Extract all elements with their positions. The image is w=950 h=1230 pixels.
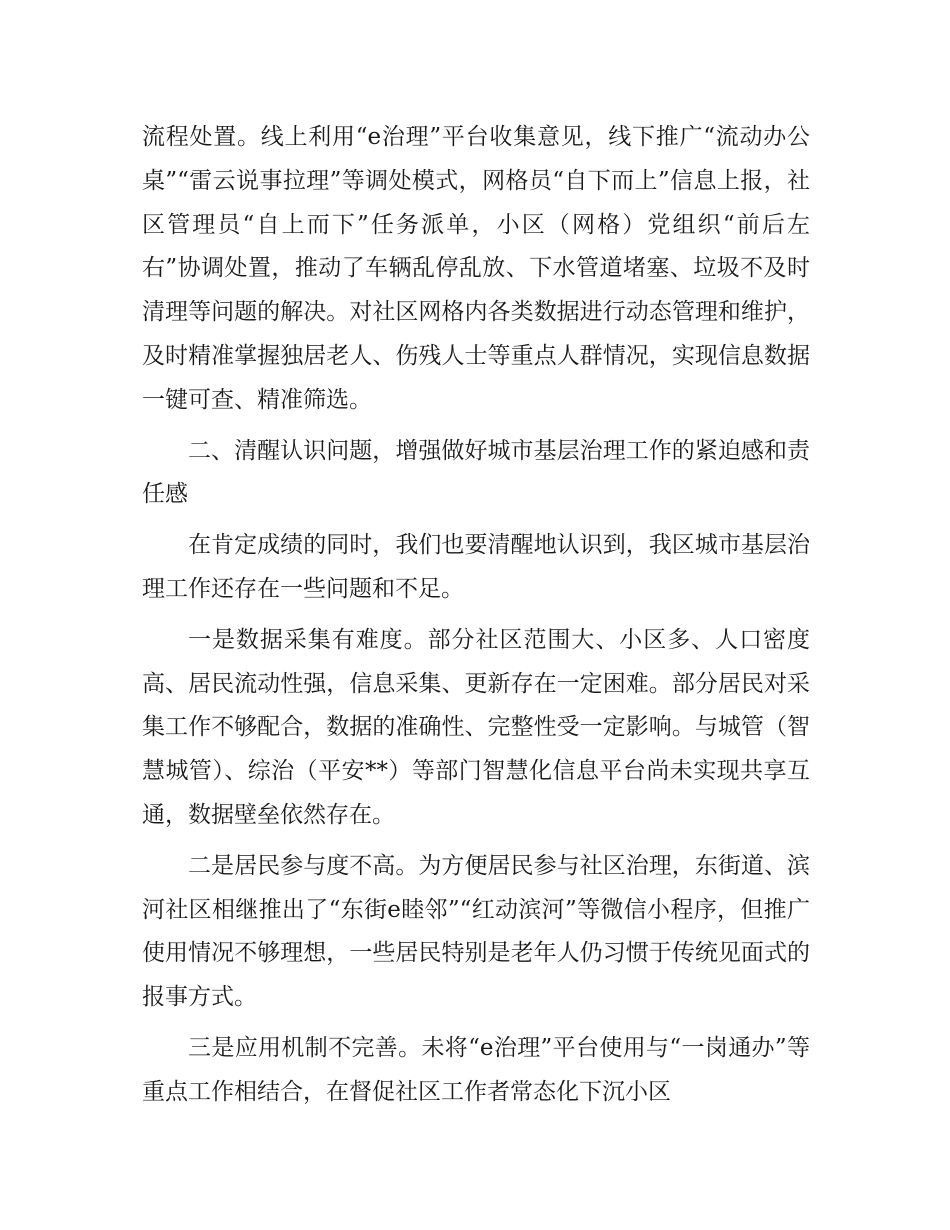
paragraph-issue-3: 三是应用机制不完善。未将“e治理”平台使用与“一岗通办”等重点工作相结合，在督促社区工作者常态化下沉小区 [142, 1034, 810, 1105]
paragraph-intro: 在肯定成绩的同时，我们也要清醒地认识到，我区城市基层治理工作还存在一些问题和不足。 [142, 532, 810, 602]
section-heading: 二、清醒认识问题，增强做好城市基层治理工作的紧迫感和责任感 [142, 437, 810, 508]
paragraph-issue-1: 一是数据采集有难度。部分社区范围大、小区多、人口密度高、居民流动性强，信息采集、更新存在一定困难。部分居民对采集工作不够配合，数据的准确性、完整性受一定影响。与城管（智慧城管）、综治（平安**）等部门智慧化信息平台尚未实现共享互通，数据壁垒依然存在。 [142, 626, 810, 828]
document-page [142, 116, 810, 1122]
paragraph-continuation: 流程处置。线上利用“e治理”平台收集意见，线下推广“流动办公桌”“雷云说事拉理”等调处模式，网格员“自下而上”信息上报，社区管理员“自上而下”任务派单，小区（网格）党组织“前后左右”协调处置，推动了车辆乱停乱放、下水管道堵塞、垃圾不及时清理等问题的解决。对社区网格内各类数据进行动态管理和维护，及时精准掌握独居老人、伤残人士等重点人群情况，实现信息数据一键可查、精准筛选。 [142, 124, 810, 413]
paragraph-issue-2: 二是居民参与度不高。为方便居民参与社区治理，东街道、滨河社区相继推出了“东街e睦邻”“红动滨河”等微信小程序，但推广使用情况不够理想，一些居民特别是老年人仍习惯于传统见面式的报事方式。 [142, 852, 810, 1011]
